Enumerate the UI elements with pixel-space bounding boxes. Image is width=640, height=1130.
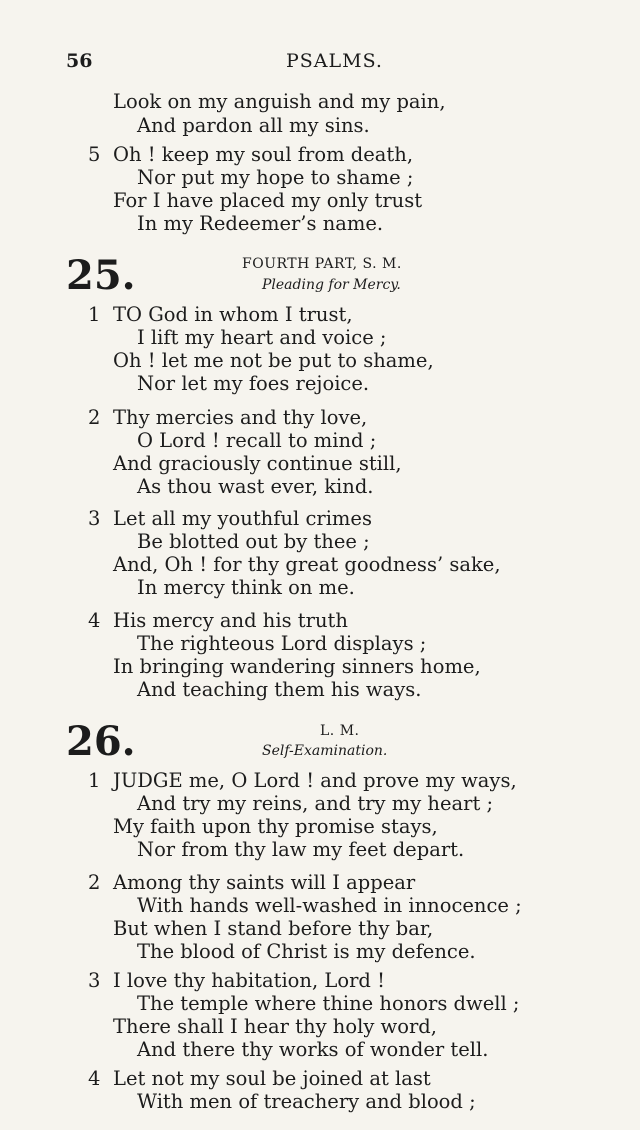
verse-line: In bringing wandering sinners home, [113, 655, 481, 678]
verse-line: JUDGE me, O Lord ! and prove my ways, [113, 769, 517, 792]
hymn-subtitle: Self-Examination. [262, 743, 388, 759]
verse-line: Among thy saints will I appear [113, 871, 416, 894]
verse-line: But when I stand before thy bar, [113, 917, 434, 940]
verse-line: And pardon all my sins. [137, 114, 370, 137]
verse-line: Nor put my hope to shame ; [137, 166, 414, 189]
verse-line: And there thy works of wonder tell. [137, 1038, 489, 1061]
verse-line: Be blotted out by thee ; [137, 530, 370, 553]
verse-line: Oh ! let me not be put to shame, [113, 349, 434, 372]
verse-line: Oh ! keep my soul from death, [113, 143, 414, 166]
verse-line: The righteous Lord displays ; [137, 632, 427, 655]
verse-line: With hands well-washed in innocence ; [137, 894, 522, 917]
verse-line: For I have placed my only trust [113, 189, 423, 212]
verse-line: Let all my youthful crimes [113, 507, 372, 530]
verse-line: TO God in whom I trust, [113, 303, 353, 326]
verse-number: 3 [88, 507, 101, 530]
verse-line: As thou wast ever, kind. [137, 475, 374, 498]
verse-number: 1 [88, 303, 101, 326]
verse-line: In mercy think on me. [137, 576, 355, 599]
page-number: 56 [66, 50, 93, 72]
verse-number: 2 [88, 871, 101, 894]
verse-line: And, Oh ! for thy great goodness’ sake, [113, 553, 501, 576]
hymn-meter: L. M. [320, 723, 360, 739]
hymn-number: 25. [66, 252, 136, 299]
verse-line: My faith upon thy promise stays, [113, 815, 438, 838]
hymn-number: 26. [66, 718, 136, 765]
verse-number: 1 [88, 769, 101, 792]
verse-line: Nor from thy law my feet depart. [137, 838, 465, 861]
verse-number: 3 [88, 969, 101, 992]
verse-line: Let not my soul be joined at last [113, 1067, 431, 1090]
verse-number: 4 [88, 1067, 101, 1090]
verse-line: And graciously continue still, [113, 452, 402, 475]
hymn-meter: FOURTH PART, S. M. [242, 256, 402, 272]
verse-line: His mercy and his truth [113, 609, 348, 632]
verse-line: I lift my heart and voice ; [137, 326, 387, 349]
verse-line: Thy mercies and thy love, [113, 406, 368, 429]
verse-number: 2 [88, 406, 101, 429]
verse-line: I love thy habitation, Lord ! [113, 969, 385, 992]
verse-line: In my Redeemer’s name. [137, 212, 384, 235]
verse-line: O Lord ! recall to mind ; [137, 429, 377, 452]
hymn-subtitle: Pleading for Mercy. [262, 277, 401, 293]
verse-line: There shall I hear thy holy word, [113, 1015, 437, 1038]
running-head: PSALMS. [286, 50, 383, 72]
verse-line: Nor let my foes rejoice. [137, 372, 370, 395]
verse-number: 4 [88, 609, 101, 632]
verse-line: And teaching them his ways. [137, 678, 422, 701]
verse-line: The blood of Christ is my defence. [137, 940, 476, 963]
verse-line: The temple where thine honors dwell ; [137, 992, 520, 1015]
verse-line: Look on my anguish and my pain, [113, 90, 446, 113]
verse-number: 5 [88, 143, 101, 166]
verse-line: With men of treachery and blood ; [137, 1090, 476, 1113]
verse-line: And try my reins, and try my heart ; [137, 792, 494, 815]
